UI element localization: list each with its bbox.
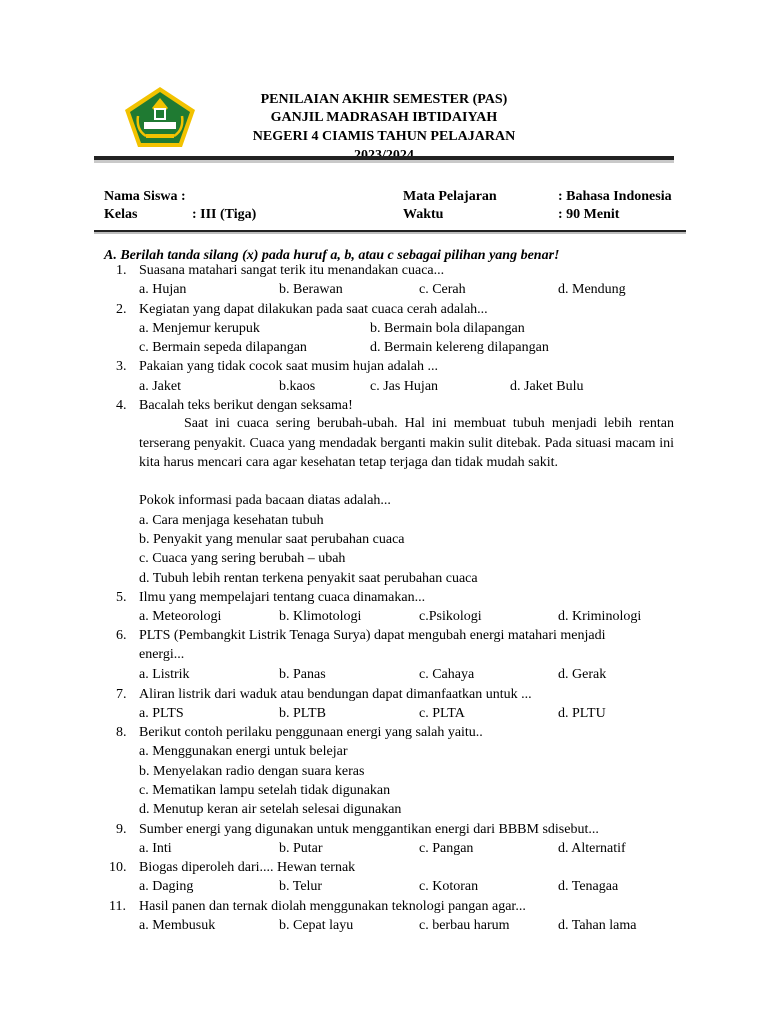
question-number: 8. [116,725,127,740]
answer-option: d. Jaket Bulu [510,379,584,394]
question-number: 2. [116,302,127,317]
answer-option: a. Meteorologi [139,609,222,624]
answer-option: b. Penyakit yang menular saat perubahan cuaca [139,532,405,547]
answer-option: a. Menggunakan energi untuk belejar [139,744,348,759]
answer-option: c. Bermain sepeda dilapangan [139,340,307,355]
answer-option: d. Kriminologi [558,609,642,624]
answer-option: c. Kotoran [419,879,479,894]
answer-option: b. Telur [279,879,323,894]
reading-passage: Saat ini cuaca sering berubah-ubah. Hal ini membuat tubuh menjadi lebih rentan terserang penyakit. Cuaca yang mendadak berganti makin sulit ditebak. Pada situasi macam ini kita harus mencari cara agar kesehatan tetap terjaga dan tidak mudah sakit. [139,416,674,470]
question-text: Aliran listrik dari waduk atau bendungan dapat dimanfaatkan untuk ... [139,687,532,702]
answer-option: b. PLTB [279,706,326,721]
answer-option: b.kaos [279,379,316,394]
question-text: Berikut contoh perilaku penggunaan energi yang salah yaitu.. [139,725,483,740]
answer-option: d. Gerak [558,667,607,682]
answer-option: c.Psikologi [419,609,482,624]
question-number: 4. [116,398,127,413]
question-text: Kegiatan yang dapat dilakukan pada saat cuaca cerah adalah... [139,302,488,317]
section-a-instruction: A. Berilah tanda silang (x) pada huruf a, b, atau c sebagai pilihan yang benar! [104,248,560,263]
exam-title-line3: NEGERI 4 CIAMIS TAHUN PELAJARAN [252,129,516,144]
answer-option: b. Klimotologi [279,609,362,624]
kemenag-logo-icon [124,86,196,148]
answer-option: a. PLTS [139,706,184,721]
question-text-continued: energi... [139,647,185,662]
subject-label: Mata Pelajaran [403,189,497,204]
question-text: PLTS (Pembangkit Listrik Tenaga Surya) dapat mengubah energi matahari menjadi [139,628,606,643]
exam-title-line2: GANJIL MADRASAH IBTIDAIYAH [270,110,498,125]
info-divider-shadow [94,232,686,234]
answer-option: c. Pangan [419,841,474,856]
header-divider-shadow [94,160,674,163]
answer-option: a. Daging [139,879,194,894]
answer-option: d. Tenagaa [558,879,619,894]
question-number: 1. [116,263,127,278]
answer-option: d. Tubuh lebih rentan terkena penyakit saat perubahan cuaca [139,571,478,586]
answer-option: c. Cuaca yang sering berubah – ubah [139,551,346,566]
answer-option: a. Jaket [139,379,181,394]
class-label: Kelas [104,207,138,222]
time-value: : 90 Menit [558,207,620,222]
answer-option: d. Mendung [558,282,626,297]
answer-option: c. Cerah [419,282,466,297]
class-value: : III (Tiga) [192,207,257,222]
question-text: Sumber energi yang digunakan untuk menggantikan energi dari BBBM sdisebut... [139,822,599,837]
question-number: 11. [109,899,126,914]
answer-option: d. Menutup keran air setelah selesai digunakan [139,802,402,817]
answer-option: b. Menyelakan radio dengan suara keras [139,764,365,779]
answer-option: a. Menjemur kerupuk [139,321,260,336]
question-number: 7. [116,687,127,702]
answer-option: b. Bermain bola dilapangan [370,321,525,336]
answer-option: c. PLTA [419,706,465,721]
answer-option: b. Cepat layu [279,918,354,933]
question-number: 5. [116,590,127,605]
answer-option: d. Alternatif [558,841,626,856]
question-number: 3. [116,359,127,374]
time-label: Waktu [403,207,444,222]
question-text: Bacalah teks berikut dengan seksama! [139,398,353,413]
question-number: 10. [109,860,127,875]
answer-option: d. PLTU [558,706,606,721]
answer-option: d. Bermain kelereng dilapangan [370,340,549,355]
question-text: Pakaian yang tidak cocok saat musim hujan adalah ... [139,359,438,374]
answer-option: a. Hujan [139,282,187,297]
answer-option: b. Panas [279,667,326,682]
subject-value: : Bahasa Indonesia [558,189,672,204]
answer-option: c. Cahaya [419,667,475,682]
question-number: 9. [116,822,127,837]
answer-option: b. Berawan [279,282,343,297]
answer-option: b. Putar [279,841,323,856]
question-prompt: Pokok informasi pada bacaan diatas adalah... [139,493,391,508]
answer-option: c. Mematikan lampu setelah tidak digunakan [139,783,391,798]
answer-option: a. Listrik [139,667,190,682]
question-text: Hasil panen dan ternak diolah menggunakan teknologi pangan agar... [139,899,526,914]
exam-title-line1: PENILAIAN AKHIR SEMESTER (PAS) [260,92,508,107]
question-text: Suasana matahari sangat terik itu menandakan cuaca... [139,263,445,278]
question-text: Biogas diperoleh dari.... Hewan ternak [139,860,356,875]
answer-option: c. Jas Hujan [370,379,439,394]
answer-option: a. Cara menjaga kesehatan tubuh [139,513,324,528]
answer-option: d. Tahan lama [558,918,637,933]
question-text: Ilmu yang mempelajari tentang cuaca dinamakan... [139,590,426,605]
answer-option: c. berbau harum [419,918,510,933]
student-name-label: Nama Siswa : [104,189,186,204]
question-number: 6. [116,628,127,643]
answer-option: a. Inti [139,841,172,856]
answer-option: a. Membusuk [139,918,216,933]
